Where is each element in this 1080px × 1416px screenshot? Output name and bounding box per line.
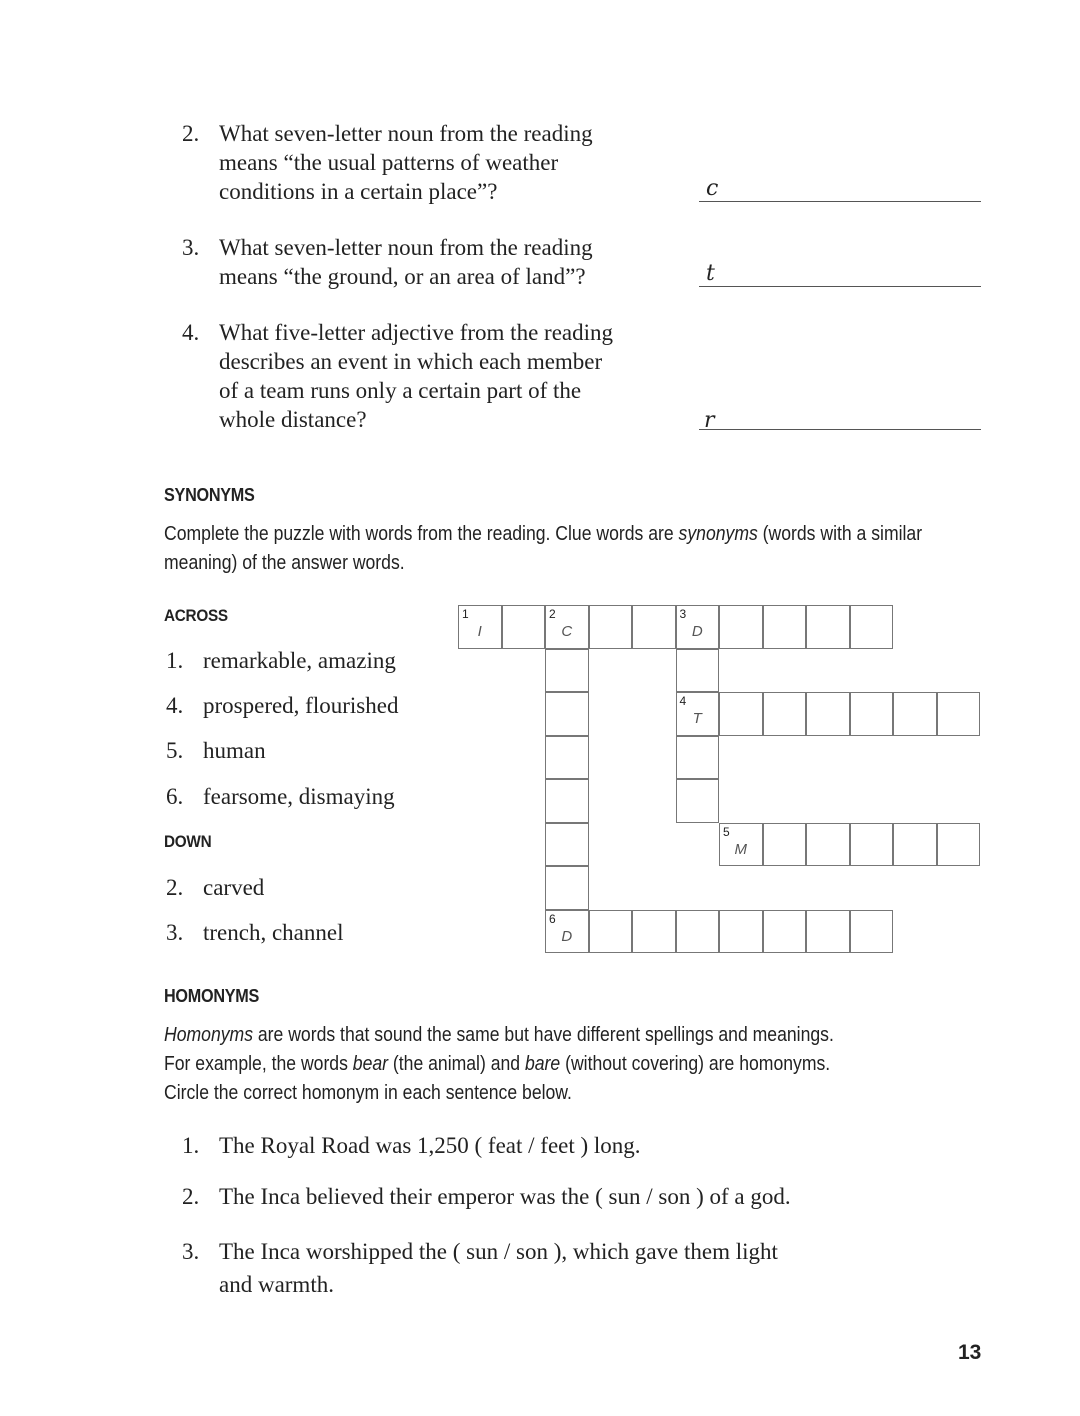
- clue-text: trench, channel: [203, 920, 344, 945]
- crossword-cell[interactable]: [806, 605, 850, 649]
- crossword-cell[interactable]: [806, 692, 850, 736]
- given-letter: C: [561, 623, 573, 640]
- crossword-cell[interactable]: [719, 823, 763, 867]
- answer-hint: r: [704, 408, 715, 433]
- clue-text: human: [203, 738, 266, 763]
- question-line: means “the usual patterns of weather: [219, 150, 559, 175]
- instructions-line: Circle the correct homonym in each sentence below.: [164, 1082, 572, 1104]
- instructions-emphasis: bare: [524, 1053, 561, 1075]
- instructions-text: For example, the words: [164, 1053, 353, 1075]
- clue-text: carved: [203, 875, 265, 900]
- instructions-emphasis: Homonyms: [164, 1024, 254, 1046]
- clue-number-label: 4: [679, 694, 687, 708]
- item-text[interactable]: and warmth.: [219, 1272, 334, 1297]
- clue-number: 2.: [166, 875, 184, 900]
- crossword-cell[interactable]: [632, 910, 676, 954]
- crossword-cell[interactable]: [545, 692, 589, 736]
- homonym-item-1: [182, 1131, 942, 1160]
- crossword-cell[interactable]: [676, 779, 720, 823]
- crossword-cell[interactable]: [937, 692, 981, 736]
- crossword-cell[interactable]: [763, 692, 807, 736]
- question-line: describes an event in which each member: [219, 349, 603, 374]
- crossword-cell[interactable]: [545, 605, 589, 649]
- clue-number: 6.: [166, 784, 184, 809]
- crossword-cell[interactable]: [589, 910, 633, 954]
- item-text[interactable]: The Inca worshipped the ( sun / son ), which gave them light: [219, 1239, 778, 1264]
- homonyms-instructions: [164, 1021, 956, 1108]
- down-clue-2: [166, 873, 265, 902]
- crossword-cell[interactable]: [937, 823, 981, 867]
- crossword-cell[interactable]: [632, 605, 676, 649]
- instructions-line: [164, 1050, 956, 1079]
- question-line: of a team runs only a certain part of the: [219, 378, 582, 403]
- instructions-text: (without covering) are homonyms.: [560, 1053, 831, 1075]
- down-clue-3: [166, 918, 344, 947]
- given-letter: I: [477, 623, 482, 640]
- crossword-cell[interactable]: [719, 910, 763, 954]
- question-2: [182, 119, 702, 206]
- question-line: What five-letter adjective from the reading: [219, 320, 613, 345]
- instructions-emphasis: bear: [352, 1053, 389, 1075]
- synonyms-instructions: [164, 520, 938, 578]
- question-number: 4.: [182, 320, 200, 345]
- instructions-emphasis: synonyms: [678, 523, 758, 545]
- question-4: [182, 318, 702, 434]
- homonym-item-3: [182, 1235, 942, 1301]
- clue-number: 5.: [166, 738, 184, 763]
- crossword-cell[interactable]: [458, 605, 502, 649]
- crossword-cell[interactable]: [545, 823, 589, 867]
- crossword-cell[interactable]: [763, 605, 807, 649]
- crossword-cell[interactable]: [676, 736, 720, 780]
- question-line: means “the ground, or an area of land”?: [219, 264, 586, 289]
- answer-line[interactable]: [699, 201, 981, 202]
- given-letter: D: [561, 927, 573, 945]
- instructions-text: (words with a similar meaning) of the answer words.: [164, 523, 923, 574]
- page-number: 13: [958, 1341, 982, 1364]
- clue-number: 3.: [166, 920, 184, 945]
- item-number: 3.: [182, 1239, 200, 1264]
- crossword-grid: [458, 605, 982, 954]
- answer-hint: c: [706, 176, 719, 201]
- crossword-cell[interactable]: [806, 823, 850, 867]
- crossword-cell[interactable]: [545, 910, 589, 954]
- question-line: What seven-letter noun from the reading: [219, 235, 593, 260]
- crossword-cell[interactable]: [502, 605, 546, 649]
- crossword-cell[interactable]: [850, 910, 894, 954]
- crossword-cell[interactable]: [589, 605, 633, 649]
- question-line: whole distance?: [219, 407, 367, 432]
- clue-number: 4.: [166, 693, 184, 718]
- item-text[interactable]: The Inca believed their emperor was the ( sun / son ) of a god.: [219, 1184, 791, 1209]
- synonyms-heading: SYNONYMS: [164, 485, 255, 505]
- item-text[interactable]: The Royal Road was 1,250 ( feat / feet ) long.: [219, 1133, 641, 1158]
- clue-text: remarkable, amazing: [203, 648, 396, 673]
- across-clue-6: [166, 782, 395, 811]
- across-heading: ACROSS: [164, 606, 228, 625]
- crossword-cell[interactable]: [676, 910, 720, 954]
- crossword-cell[interactable]: [763, 910, 807, 954]
- crossword-cell[interactable]: [719, 605, 763, 649]
- question-3: [182, 233, 702, 291]
- instructions-text: are words that sound the same but have different spellings and meanings.: [253, 1024, 834, 1046]
- crossword-cell[interactable]: [850, 692, 894, 736]
- clue-text: fearsome, dismaying: [203, 784, 395, 809]
- crossword-cell[interactable]: [763, 823, 807, 867]
- across-clue-5: [166, 736, 266, 765]
- answer-line[interactable]: [699, 429, 981, 430]
- crossword-cell[interactable]: [806, 910, 850, 954]
- instructions-text: Complete the puzzle with words from the reading. Clue words are: [164, 523, 679, 545]
- given-letter: M: [734, 840, 747, 858]
- question-number: 2.: [182, 121, 200, 146]
- question-text: [219, 119, 702, 206]
- clue-text: prospered, flourished: [203, 693, 399, 718]
- crossword-cell[interactable]: [893, 692, 937, 736]
- crossword-cell[interactable]: [545, 866, 589, 910]
- instructions-line: [164, 1021, 956, 1050]
- crossword-cell[interactable]: [676, 649, 720, 693]
- item-number: 1.: [182, 1133, 200, 1158]
- answer-line[interactable]: [699, 286, 981, 287]
- given-letter: D: [691, 623, 703, 640]
- question-line: What seven-letter noun from the reading: [219, 121, 593, 146]
- crossword-cell[interactable]: [545, 736, 589, 780]
- crossword-cell[interactable]: [545, 649, 589, 693]
- clue-number-label: 3: [679, 607, 687, 621]
- crossword-cell[interactable]: [676, 692, 720, 736]
- down-heading: DOWN: [164, 832, 212, 851]
- instructions-text: (the animal) and: [388, 1053, 525, 1075]
- answer-hint: t: [706, 261, 715, 286]
- across-clue-1: [166, 646, 396, 675]
- crossword-cell[interactable]: [545, 779, 589, 823]
- crossword-cell[interactable]: [676, 605, 720, 649]
- clue-number-label: 6: [549, 911, 556, 926]
- given-letter: T: [692, 710, 702, 727]
- question-text: [219, 318, 702, 434]
- clue-number: 1.: [166, 648, 184, 673]
- crossword-cell[interactable]: [850, 605, 894, 649]
- clue-number-label: 1: [462, 607, 469, 621]
- question-number: 3.: [182, 235, 200, 260]
- question-text: [219, 233, 702, 291]
- question-line: conditions in a certain place”?: [219, 179, 498, 204]
- crossword-cell[interactable]: [719, 692, 763, 736]
- clue-number-label: 2: [549, 607, 556, 621]
- item-number: 2.: [182, 1184, 200, 1209]
- crossword-cell[interactable]: [893, 823, 937, 867]
- crossword-cell[interactable]: [850, 823, 894, 867]
- homonym-item-2: [182, 1182, 942, 1211]
- homonyms-heading: HOMONYMS: [164, 986, 260, 1006]
- across-clue-4: [166, 691, 399, 720]
- clue-number-label: 5: [723, 824, 730, 839]
